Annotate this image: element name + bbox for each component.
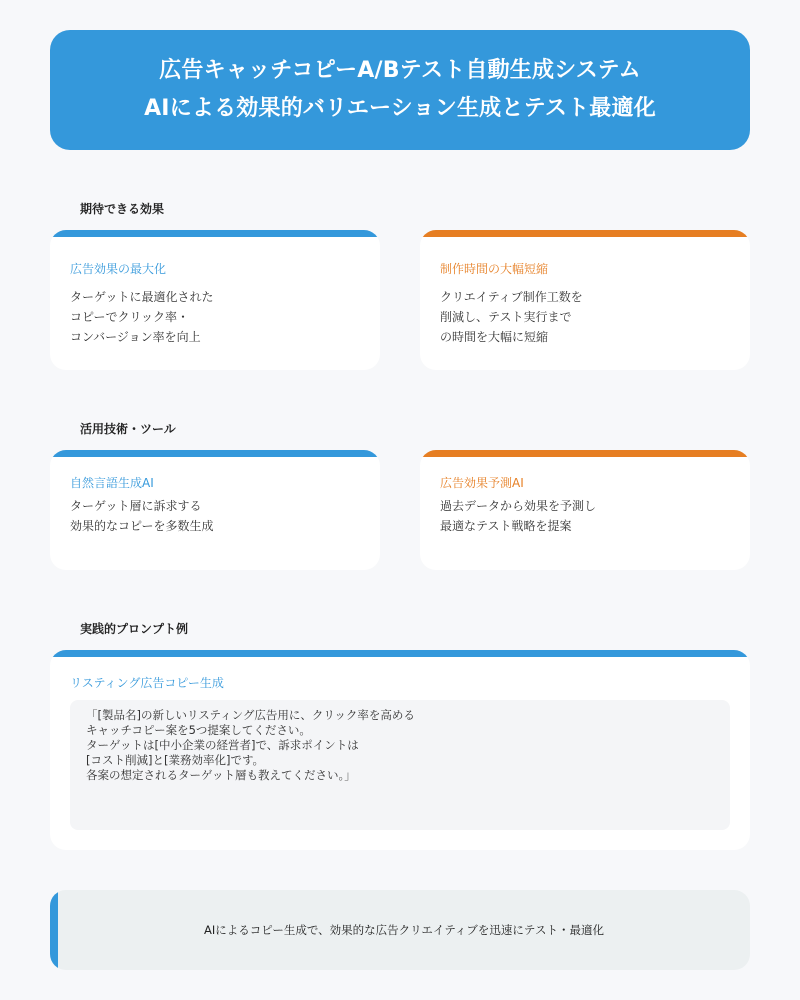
card-title: 広告効果予測AI (440, 476, 524, 490)
section-title-tools: 活用技術・ツール (80, 422, 176, 436)
header-title-line1: 広告キャッチコピーA/Bテスト自動生成システム (159, 58, 641, 83)
card-accent-bar (50, 450, 380, 457)
card-text (440, 287, 583, 347)
prompt-line: 「[製品名]の新しいリスティング広告用に、クリック率を高める (86, 708, 415, 722)
prompt-line: キャッチコピー案を5つ提案してください。 (86, 723, 311, 737)
footer-summary (50, 890, 750, 970)
card-text-line: コピーでクリック率・ (70, 310, 190, 324)
card-text (440, 496, 596, 536)
card-text (70, 496, 214, 536)
card-text (70, 287, 214, 347)
prompt-card (50, 650, 750, 850)
section-title-effects: 期待できる効果 (80, 202, 165, 216)
prompt-card-title: リスティング広告コピー生成 (70, 676, 224, 690)
header-title-line2: AIによる効果的バリエーション生成とテスト最適化 (144, 96, 656, 121)
card-title: 広告効果の最大化 (70, 262, 167, 276)
prompt-line: 各案の想定されるターゲット層も教えてください。」 (86, 768, 356, 782)
card-text-line: 削減し、テスト実行まで (440, 310, 572, 324)
tool-card-prediction-ai (420, 450, 750, 570)
card-title: 制作時間の大幅短縮 (440, 262, 549, 276)
card-text-line: クリエイティブ制作工数を (440, 290, 583, 304)
tool-card-nlg-ai (50, 450, 380, 570)
effect-card-time-reduction (420, 230, 750, 370)
card-text-line: ターゲットに最適化された (70, 290, 214, 304)
card-text-line: 過去データから効果を予測し (440, 499, 597, 513)
footer-accent-bar (50, 890, 58, 970)
effect-card-ad-maximization (50, 230, 380, 370)
card-text-line: 最適なテスト戦略を提案 (440, 519, 572, 533)
card-accent-bar (420, 230, 750, 237)
card-accent-bar (50, 650, 750, 657)
card-text-line: コンバージョン率を向上 (70, 330, 201, 344)
prompt-example-box (70, 700, 730, 830)
footer-text: AIによるコピー生成で、効果的な広告クリエイティブを迅速にテスト・最適化 (204, 923, 604, 937)
header-banner (50, 30, 750, 150)
card-accent-bar (50, 230, 380, 237)
prompt-line: ターゲットは[中小企業の経営者]で、訴求ポイントは (86, 738, 359, 752)
card-text-line: 効果的なコピーを多数生成 (70, 519, 214, 533)
card-text-line: の時間を大幅に短縮 (440, 330, 549, 344)
card-accent-bar (420, 450, 750, 457)
prompt-line: [コスト削減]と[業務効率化]です。 (86, 753, 265, 767)
section-title-prompt: 実践的プロンプト例 (80, 622, 189, 636)
card-title: 自然言語生成AI (70, 476, 154, 490)
card-text-line: ターゲット層に訴求する (70, 499, 202, 513)
